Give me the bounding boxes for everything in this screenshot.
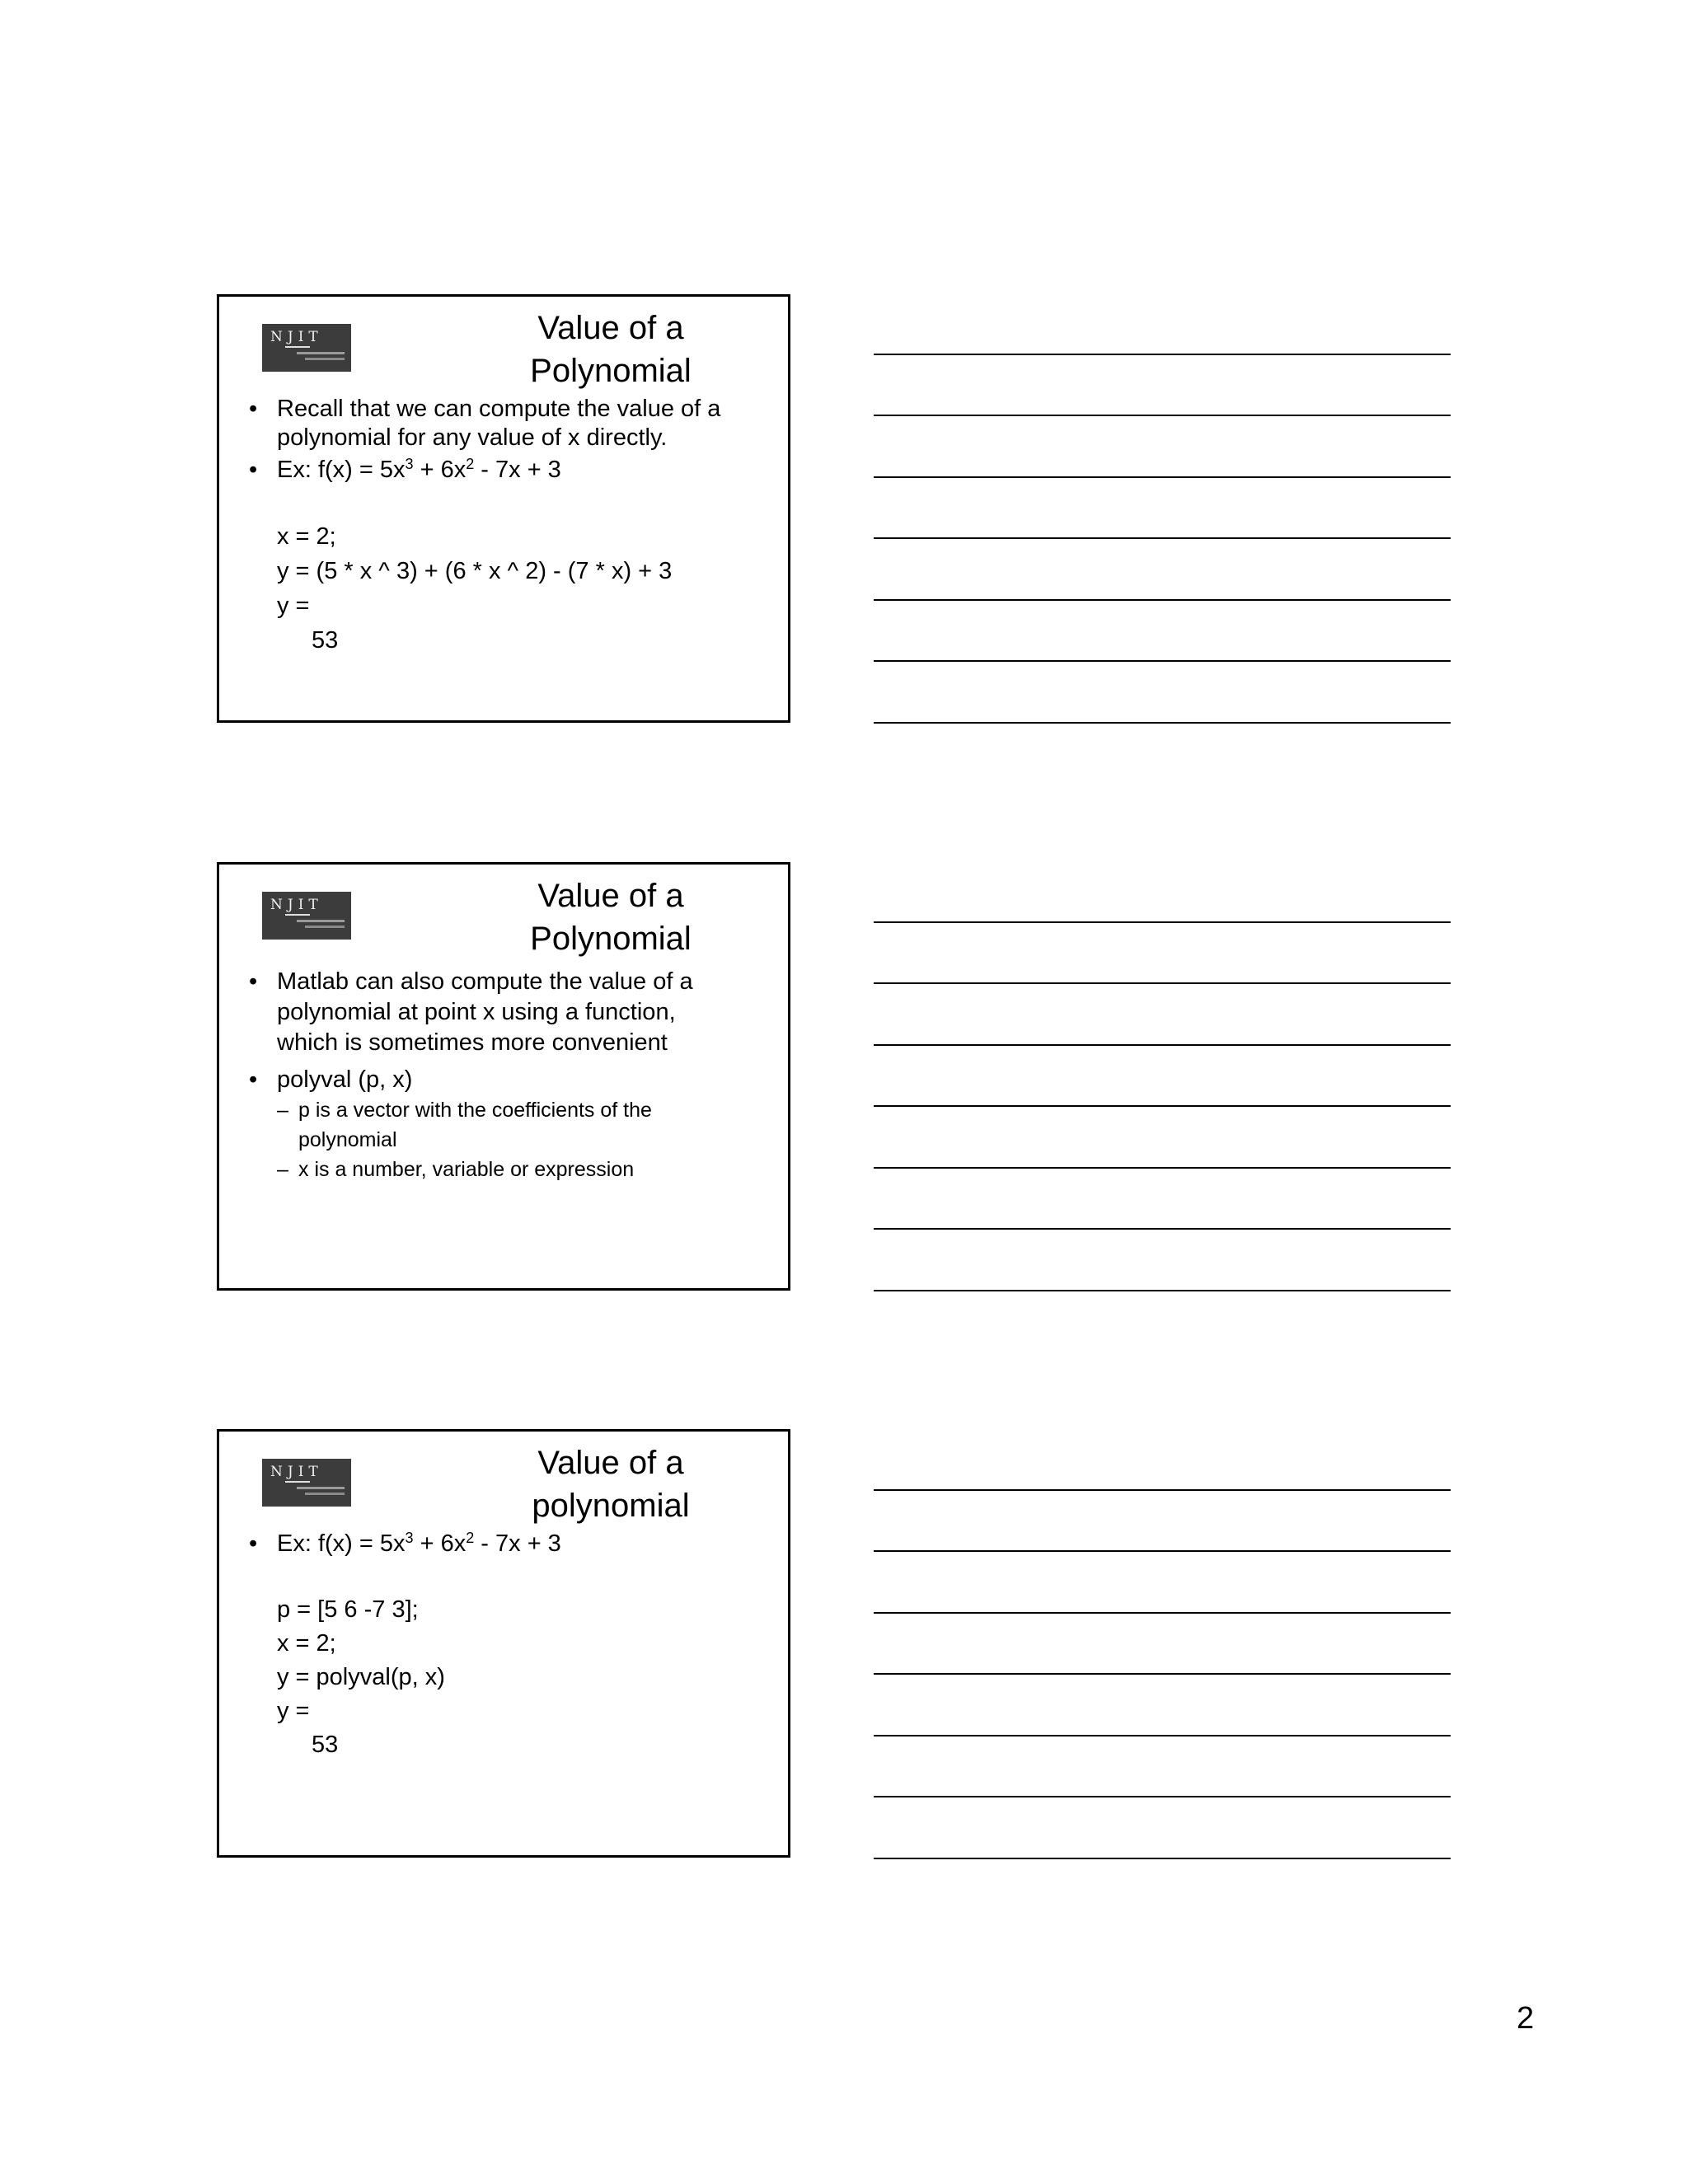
note-line	[874, 354, 1451, 355]
note-line	[874, 1612, 1451, 1614]
slide-title	[516, 874, 706, 960]
logo-tagline	[305, 358, 345, 360]
exponent: 3	[405, 1530, 414, 1546]
note-line	[874, 1673, 1451, 1675]
code-block	[249, 1593, 776, 1762]
note-line	[874, 599, 1451, 601]
bullet-item	[249, 1530, 776, 1558]
code-line: x = 2;	[277, 523, 336, 550]
bullet-text: • Recall that we can compute the value of a	[277, 396, 721, 422]
note-line	[874, 722, 1451, 724]
logo-tagline	[297, 1487, 345, 1489]
njit-logo	[262, 324, 351, 372]
exponent: 3	[405, 456, 414, 472]
formula-text: + 6x	[413, 457, 467, 483]
note-line	[874, 1044, 1451, 1046]
code-line: y = polyval(p, x)	[277, 1664, 445, 1690]
slide-body	[249, 967, 776, 1184]
bullet-item	[249, 1065, 776, 1095]
logo-tagline	[305, 1493, 345, 1495]
code-result: 53	[312, 1732, 339, 1758]
sub-bullet-item	[249, 1095, 776, 1155]
note-line	[874, 476, 1451, 478]
formula-text: Ex: f(x) = 5x	[277, 457, 406, 483]
note-line	[874, 1290, 1451, 1291]
note-line	[874, 660, 1451, 662]
bullet-item	[249, 456, 776, 485]
note-line	[874, 537, 1451, 539]
title-line: Polynomial	[530, 353, 692, 389]
bullet-text: • Matlab can also compute the value of a	[277, 968, 693, 995]
njit-logo	[262, 892, 351, 940]
note-line	[874, 1858, 1451, 1859]
bullet-text: which is sometimes more convenient	[277, 1029, 668, 1056]
code-line: y =	[277, 593, 310, 619]
bullet-text: polynomial at point x using a function,	[277, 999, 676, 1025]
note-line	[874, 1550, 1451, 1552]
code-line: p = [5 6 -7 3];	[277, 1596, 419, 1623]
slide-3	[217, 1429, 790, 1858]
bullet-text: polynomial for any value of x directly.	[277, 424, 668, 451]
logo-tagline	[297, 352, 345, 354]
logo-tagline	[305, 926, 345, 928]
title-line: Value of a	[537, 878, 684, 914]
logo-rule	[285, 1481, 310, 1483]
page-number: 2	[1517, 2001, 1535, 2036]
slide-body	[249, 1530, 776, 1762]
logo-mark: NJIT	[270, 897, 323, 913]
logo-tagline	[297, 920, 345, 922]
note-line	[874, 921, 1451, 923]
code-block	[249, 519, 776, 658]
logo-mark: NJIT	[270, 329, 323, 345]
logo-mark: NJIT	[270, 1464, 323, 1480]
slide-body	[249, 395, 776, 658]
sub-bullet-text: polynomial	[298, 1128, 397, 1151]
title-line: Value of a	[537, 1445, 684, 1481]
sub-bullet-item	[249, 1155, 776, 1184]
note-line	[874, 982, 1451, 984]
formula-text: + 6x	[413, 1530, 467, 1557]
code-line: y = (5 * x ^ 3) + (6 * x ^ 2) - (7 * x) + 3	[277, 558, 673, 584]
title-line: polynomial	[532, 1488, 690, 1524]
note-line	[874, 1489, 1451, 1491]
bullet-text: • polyval (p, x)	[277, 1066, 413, 1093]
sub-bullet-text: – x is a number, variable or expression	[298, 1158, 635, 1181]
code-line: y =	[277, 1698, 310, 1724]
code-line: x = 2;	[277, 1630, 336, 1657]
title-line: Value of a	[537, 310, 684, 346]
njit-logo	[262, 1459, 351, 1507]
bullet-item	[249, 967, 776, 1058]
note-line	[874, 1796, 1451, 1797]
bullet-item	[249, 395, 776, 452]
note-line	[874, 1735, 1451, 1736]
formula-text: - 7x + 3	[474, 1530, 561, 1557]
slide-2	[217, 862, 790, 1291]
slide-1	[217, 294, 790, 723]
logo-rule	[285, 914, 310, 916]
title-line: Polynomial	[530, 921, 692, 957]
logo-rule	[285, 346, 310, 348]
slide-title	[516, 307, 706, 392]
formula-text: - 7x + 3	[474, 457, 561, 483]
note-line	[874, 1105, 1451, 1107]
note-line	[874, 415, 1451, 416]
code-result: 53	[312, 627, 339, 654]
note-line	[874, 1228, 1451, 1230]
exponent: 2	[466, 456, 475, 472]
slide-title	[516, 1441, 706, 1527]
sub-bullet-text: – p is a vector with the coefficients of the	[298, 1099, 652, 1122]
exponent: 2	[466, 1530, 475, 1546]
note-line	[874, 1167, 1451, 1169]
formula-text: Ex: f(x) = 5x	[277, 1530, 406, 1557]
